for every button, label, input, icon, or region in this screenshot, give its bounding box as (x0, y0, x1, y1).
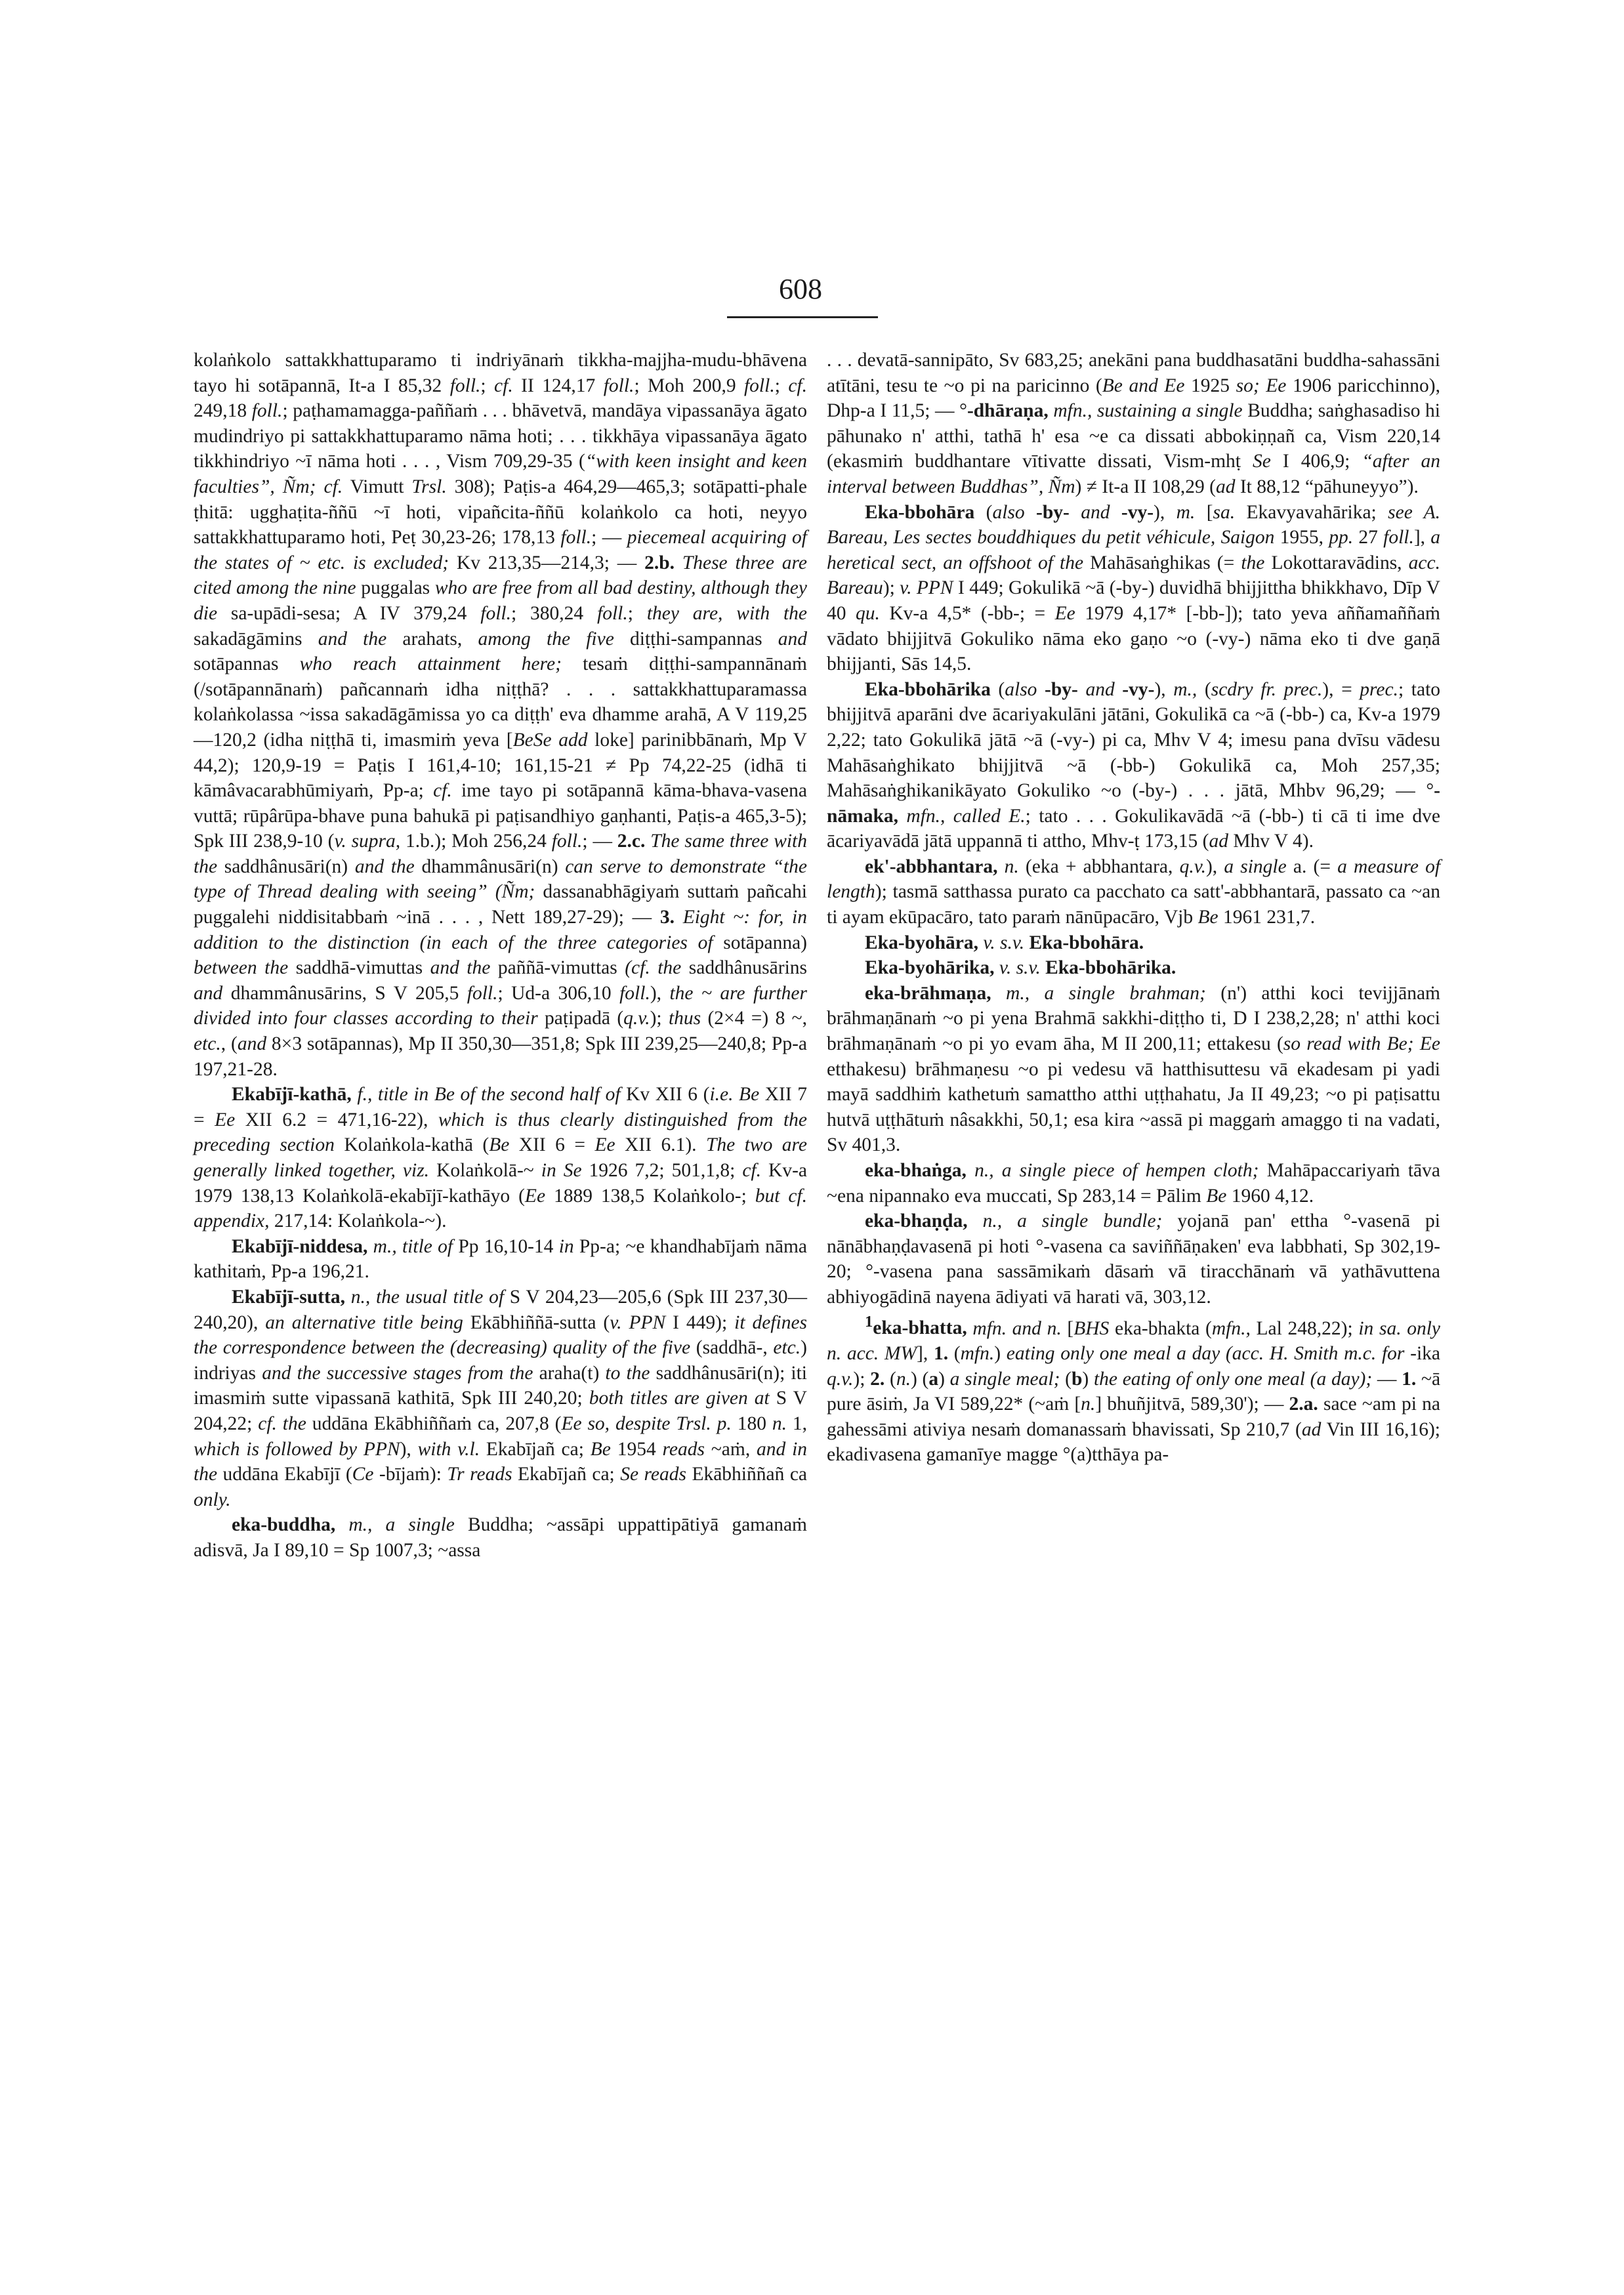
dictionary-entry: eka-bhaṇḍa, n., a single bundle; yojanā pan' ettha °-vasenā pi nānābhaṇḍavasenā pi hoti °-vasena ca saviññāṇaken' eva labbhati, Sp 302,19-20; °-vasena pana sassāmikaṁ dāsaṁ vā tiracchānaṁ vā yathāvuttena abhiyogādinā nayena ādiyati vā harati vā, 303,12. (827, 1210, 1441, 1308)
dictionary-entry: eka-brāhmaṇa, m., a single brahman; (n') atthi koci tevijjānaṁ brāhmaṇānaṁ ~o pi yena Brahmā sakkhi-diṭṭho ti, D I 238,2,28; n' atthi koci brāhmaṇānaṁ ~o pi yo evam āha, M II 200,11; ettakesu (so read with Be; Ee etthakesu) brāhmaṇesu ~o pi vedesu vā hatthisuttesu vā ekadesam pi yadi mayā saddhiṁ kathetuṁ samattho atthi uṭṭhahatu, Ja II 49,23; ~o pi paṭisattu hutvā uṭṭhātuṁ nâsakkhi, 50,1; esa kira ~assā pi maggaṁ amaggo ti na vadati, Sv 401,3. (827, 982, 1440, 1156)
dictionary-entry: Ekabījī-sutta, n., the usual title of S V 204,23—205,6 (Spk III 237,30—240,20), an alternative title being Ekābhiññā-sutta (v. PPN I 449); it defines the correspondence between the (decreasing) quality of the five (saddhā-, etc.) indriyas and the successive stages from the araha(t) to the saddhânusāri(n); iti imasmiṁ sutte vipassanā kathitā, Spk III 240,20; both titles are given at S V 204,22; cf. the uddāna Ekābhiññaṁ ca, 207,8 (Ee so, despite Trsl. p. 180 n. 1, which is followed by PPN), with v.l. Ekabījañ ca; Be 1954 reads ~aṁ, and in the uddāna Ekabījī (Ce -bījaṁ): Tr reads Ekabījañ ca; Se reads Ekābhiññañ ca only. (194, 1286, 808, 1510)
dictionary-entry: eka-buddha, m., a single Buddha; ~assāpi uppattipātiyā gamanaṁ adisvā, Ja I 89,10 = Sp 1007,3; ~assa (194, 1514, 808, 1561)
left-column (194, 348, 807, 1563)
dictionary-entry: ek'-abbhantara, n. (eka + abbhantara, q.v.), a single a. (= a measure of length); tasmā satthassa purato ca pacchato ca satt'-abbhantarā, passato ca ~an ti ayam ekūpacāro, tato paraṁ nānūpacāro, Vjb Be 1961 231,7. (827, 856, 1441, 928)
right-column (827, 348, 1440, 1468)
dictionary-entry: Ekabījī-niddesa, m., title of Pp 16,10-14 in Pp-a; ~e khandhabījaṁ nāma kathitaṁ, Pp-a 196,21. (194, 1235, 807, 1283)
dictionary-entry: $^1$eka-bhatta, mfn. and n. [BHS eka-bhakta (mfn., Lal 248,22); in sa. only n. acc. MW], 1. (mfn.) eating only one meal a day (acc. H. Smith m.c. for -ika q.v.); 2. (n.) (a) a single meal; (b) the eating of only one meal (a day); — 1. ~ā pure āsiṁ, Ja VI 589,22* (~aṁ [n.] bhuñjitvā, 589,30'); — 2.a. sace ~am pi na gahessāmi ativiya nesaṁ domanassaṁ bhavissati, Sp 210,7 (ad Vin III 16,16); ekadivasena gamanīye magge °(a)tthāya pa- (827, 1313, 1441, 1466)
dictionary-entry: Eka-bbohārika (also -by- and -vy-), m., (scdry fr. prec.), = prec.; tato bhijjitvā aparāni dve ācariyakulāni jātāni, Gokulikā ca ~ā (-bb-) ca, Kv-a 1979 2,22; tato Gokulikā jātā ~ā (-vy-) pi ca, Mhv V 4; imesu pana dvīsu vādesu Mahāsaṅghikato bhijjitvā ~ā (-bb-) Gokulikā ca, Moh 257,35; Mahāsaṅghikanikāyato Gokuliko ~o (-by-) . . . jātā, Mhbv 96,29; — °-nāmaka, mfn., called E.; tato . . . Gokulikavādā ~ā (-bb-) ti cā ti ime dve ācariyavādā jātā uppannā ti attho, Mhv-ṭ 173,15 (ad Mhv V 4). (827, 678, 1441, 852)
page-number: 608 (779, 273, 822, 305)
dictionary-entry: Eka-bbohāra (also -by- and -vy-), m. [sa. Ekavyavahārika; see A. Bareau, Les sectes bouddhiques du petit véhicule, Saigon 1955, pp. 27 foll.], a heretical sect, an offshoot of the Mahāsaṅghikas (= the Lokottaravādins, acc. Bareau); v. PPN I 449; Gokulikā ~ā (-by-) duvidhā bhijjittha bhikkhavo, Dīp V 40 qu. Kv-a 4,5* (-bb-; = Ee 1979 4,17* [-bb-]); tato yeva aññamaññaṁ vādato bhijjitvā Gokuliko nāma eko gaṇo ~o (-vy-) nāma eko ti dve gaṇā bhijjanti, Sās 14,5. (827, 501, 1441, 675)
page-number-rule (727, 316, 878, 318)
entry-continuation: kolaṅkolo sattakkhattuparamo ti indriyānaṁ tikkha-majjha-mudu-bhāvena tayo hi sotāpannā, It-a I 85,32 foll.; cf. II 124,17 foll.; Moh 200,9 foll.; cf. 249,18 foll.; paṭhamamagga-paññaṁ . . . bhāvetvā, mandāya vipassanāya āgato mudindriyo pi sattakkhattuparamo nāma hoti; . . . tikkhāya vipassanāya āgato tikkhindriyo ~ī nāma hoti . . . , Vism 709,29-35 (“with keen insight and keen faculties”, Ñm; cf. Vimutt Trsl. 308); Paṭis-a 464,29—465,3; sotāpatti-phale ṭhitā: ugghaṭita-ññū ~ī hoti, vipañcita-ññū kolaṅkolo ca hoti, neyyo sattakkhattuparamo hoti, Peṭ 30,23-26; 178,13 foll.; — piecemeal acquiring of the states of ~ etc. is excluded; Kv 213,35—214,3; — 2.b. These three are cited among the nine puggalas who are free from all bad destiny, although they die sa-upādi-sesa; A IV 379,24 foll.; 380,24 foll.; they are, with the sakadāgāmins and the arahats, among the five diṭṭhi-sampannas and sotāpannas who reach attainment here; tesaṁ diṭṭhi-sampannānaṁ (/sotāpannānaṁ) pañcannaṁ idha niṭṭhā? . . . sattakkhattuparamassa kolaṅkolassa ~issa sakadāgāmissa yo ca diṭṭh' eva dhamme arahā, A V 119,25—120,2 (idha niṭṭhā ti, imasmiṁ yeva [BeSe add loke] parinibbānaṁ, Mp V 44,2); 120,9-19 = Paṭis I 161,4-10; 161,15-21 ≠ Pp 74,22-25 (idhā ti kāmâvacarabhūmiyaṁ, Pp-a; cf. ime tayo pi sotāpannā kāma-bhava-vasena vuttā; rūpârūpa-bhave puna bahukā pi paṭisandhiyo gaṇhanti, Paṭis-a 465,3-5); Spk III 238,9-10 (v. supra, 1.b.); Moh 256,24 foll.; — 2.c. The same three with the saddhânusāri(n) and the dhammânusāri(n) can serve to demonstrate “the type of Thread dealing with seeing” (Ñm; dassanabhāgiyaṁ suttaṁ pañcahi puggalehi niddisitabbaṁ ~inā . . . , Nett 189,27-29); — 3. Eight ~: for, in addition to the distinction (in each of the three categories of sotāpanna) between the saddhā-vimuttas and the paññā-vimuttas (cf. the saddhânusārins and dhammânusārins, S V 205,5 foll.; Ud-a 306,10 foll.), the ~ are further divided into four classes according to their paṭipadā (q.v.); thus (2×4 =) 8 ~, etc., (and 8×3 sotāpannas), Mp II 350,30—351,8; Spk III 239,25—240,8; Pp-a 197,21-28. (194, 350, 808, 1080)
entry-continuation: . . . devatā-sannipāto, Sv 683,25; anekāni pana buddhasatāni buddha-sahassāni atītāni, tesu te ~o pi na paricinno (Be and Ee 1925 so; Ee 1906 paricchinno), Dhp-a I 11,5; — °-dhāraṇa, mfn., sustaining a single Buddha; saṅghasadiso hi pāhunako n' atthi, tathā h' esa ~e ca dissati abbokiṇṇañ ca, Vism 220,14 (ekasmiṁ buddhantare vītivatte dissati, Vism-mhṭ Se I 406,9; “after an interval between Buddhas”, Ñm) ≠ It-a II 108,29 (ad It 88,12 “pāhuneyyo”). (827, 350, 1441, 497)
dictionary-entry: Eka-byohāra, v. s.v. Eka-bbohāra. (865, 932, 1144, 953)
dictionary-entry: Eka-byohārika, v. s.v. Eka-bbohārika. (865, 957, 1176, 979)
dictionary-entry: eka-bhaṅga, n., a single piece of hempen cloth; Mahāpaccariyaṁ tāva ~ena nipannako eva muccati, Sp 283,14 = Pālim Be 1960 4,12. (827, 1160, 1440, 1207)
dictionary-entry: Ekabījī-kathā, f., title in Be of the second half of Kv XII 6 (i.e. Be XII 7 = Ee XII 6.2 = 471,16-22), which is thus clearly distinguished from the preceding section Kolaṅkola-kathā (Be XII 6 = Ee XII 6.1). The two are generally linked together, viz. Kolaṅkolā-~ in Se 1926 7,2; 501,1,8; cf. Kv-a 1979 138,13 Kolaṅkolā-ekabījī-kathāyo (Ee 1889 138,5 Kolaṅkolo-; but cf. appendix, 217,14: Kolaṅkola-~). (194, 1084, 808, 1232)
